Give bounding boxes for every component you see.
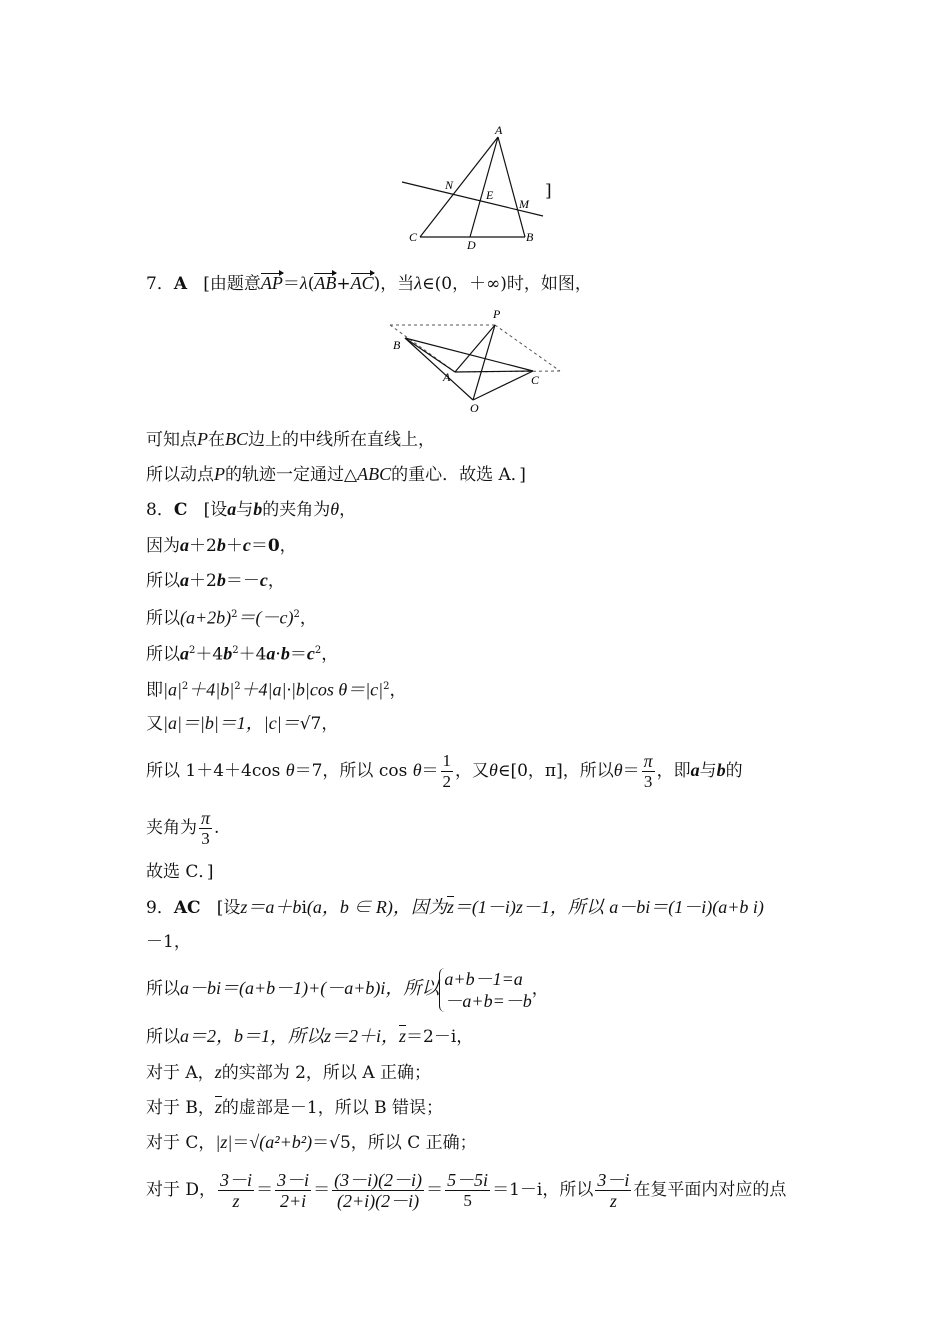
label-M: M (519, 197, 529, 211)
q8-line-6: 即$|a|^2+4|b|^2+4|a|\cdot|b|\cos$ $\theta=|c|^2$， (146, 679, 407, 701)
q9-line-8: 对于 D， $\frac{3-i}{z}$ ＝ $\frac{3-i}{2+i}$ ＝ $\frac{(3-i)(2-i)}{(2+i)(2-i)}$ ＝ $\frac{5-5i}{5}$ ＝1－i，所以 $\frac{3-i}{z}$ 在复平面内对应的点 (146, 1170, 787, 1211)
q8-line-10: 故选 C．] (146, 862, 214, 882)
q8-line-1: 8．C [设a与b的夹角为θ， (146, 499, 357, 520)
q9-line-3: 所以a－bi＝(a+b－1)+(－a+b)i，所以 a+b－1=a －a+b=－b ， (146, 968, 549, 1011)
label-C: C (409, 230, 418, 244)
q8-line-8: 所以 1＋4＋4cos θ＝7，所以 cos θ＝ $\frac{1}{2}$ ，又θ∈[0，π]，所以θ＝ $\frac{\pi}{3}$ ，即a与b的 (146, 751, 743, 791)
label-B: B (526, 230, 534, 244)
parallelogram-figure-2 (385, 305, 570, 417)
label-D: D (467, 238, 476, 252)
q8-line-7: 又|a|＝|b|＝1，|c|＝√7， (146, 713, 339, 734)
q7-line-3: 所以动点P的轨迹一定通过△ABC的重心．故选 A．] (146, 464, 526, 485)
q8-line-2: 因为a＋2b＋c＝0， (146, 535, 297, 556)
q8-line-3: 所以a＋2b＝－c， (146, 570, 285, 591)
q7-line-1: 7．A [由题意AP＝λ(AB+AC)，当λ∈(0，＋∞)时，如图， (146, 273, 592, 294)
equation-system: a+b－1=a －a+b=－b (439, 968, 531, 1012)
label-P: P (493, 307, 501, 321)
figure1-close-bracket: ] (545, 181, 552, 201)
fraction-pi-3-b: $\frac{\pi}{3}$ (201, 808, 211, 848)
q9-line-1: 9．AC [设z＝a＋bi(a，b ∈ R)，因为z＝(1－i)z－1，所以 a－bi＝(1－i)(a+b i) (146, 897, 764, 918)
q9-line-7: 对于 C，|z|＝√(a²+b²)＝√5，所以 C 正确； (146, 1132, 477, 1153)
fraction-c: $\frac{(3-i)(2-i)}{(2+i)(2-i)}$ (334, 1170, 423, 1211)
q9-line-2: －1， (146, 932, 191, 952)
label-E: E (486, 188, 494, 202)
fraction-b: $\frac{3-i}{2+i}$ (277, 1170, 310, 1211)
triangle-figure-1 (395, 120, 565, 255)
label-O: O (470, 401, 479, 415)
fraction-pi-3: $\frac{\pi}{3}$ (643, 751, 653, 791)
fraction-half: $\frac{1}{2}$ (442, 751, 452, 791)
q7-line-2: 可知点P在BC边上的中线所在直线上， (146, 429, 436, 450)
q8-line-5: 所以$a^2+4b^2+4a\cdot b=c^2$， (146, 643, 339, 665)
q9-line-4: 所以a＝2，b＝1，所以z＝2＋i，z＝2－i， (146, 1026, 474, 1047)
fraction-e: $\frac{3-i}{z}$ (597, 1170, 630, 1211)
fraction-d: $\frac{5-5i}{5}$ (447, 1170, 489, 1210)
label-N: N (445, 178, 454, 192)
q9-line-6: 对于 B，z的虚部是－1，所以 B 错误； (146, 1097, 444, 1118)
label-C: C (531, 373, 540, 387)
q8-line-9: 夹角为 $\frac{\pi}{3}$ . (146, 808, 220, 848)
fraction-a: $\frac{3-i}{z}$ (220, 1170, 253, 1211)
q8-line-4: 所以$(a+2b)^2=(-c)^2$， (146, 607, 317, 629)
label-A: A (443, 370, 451, 384)
q9-line-5: 对于 A，z的实部为 2，所以 A 正确； (146, 1062, 432, 1083)
label-B: B (393, 338, 401, 352)
label-A: A (495, 123, 503, 137)
